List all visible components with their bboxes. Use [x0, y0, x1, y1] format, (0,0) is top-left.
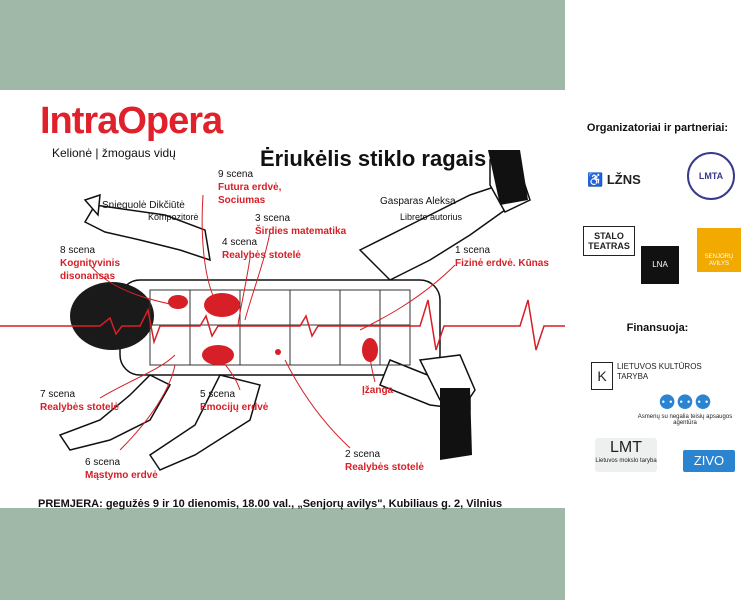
opera-title: Ėriukėlis stiklo ragais [260, 146, 487, 171]
scene-label [222, 236, 332, 262]
scene-name: Mąstymo erdvė [85, 470, 158, 481]
scene-number: 7 scena [40, 389, 76, 400]
lmt-logo: LMT Lietuvos mokslo taryba [595, 438, 657, 472]
scene-number: 5 scena [200, 389, 236, 400]
scene-name: Emocijų erdvė [200, 402, 269, 413]
composer-name: Snieguolė Dikčiūtė [102, 200, 185, 211]
scene-number: 2 scena [345, 449, 381, 460]
scene-label [255, 212, 385, 238]
scene-number: 1 scena [455, 245, 491, 256]
funders-heading: Finansuoja: [626, 322, 689, 334]
scene-name: Kognityvinis disonansas [60, 258, 121, 282]
scene-number: Įžanga [362, 385, 394, 396]
senjoru-avilys-logo: SENJORŲ AVILYS [697, 228, 741, 272]
scene-label [40, 388, 140, 414]
organizers-heading: Organizatoriai ir partneriai: [586, 122, 729, 134]
lna-logo: LNA [641, 246, 679, 284]
lzns-logo: ♿ LŽNS [587, 172, 641, 187]
scene-name: Realybės stotelė [40, 402, 119, 413]
poster-title: IntraOpera [40, 100, 223, 142]
librettist-role: Libreto autorius [400, 212, 463, 222]
zivo-logo: ZIVO [683, 450, 735, 472]
librettist-name: Gasparas Aleksa [380, 196, 456, 207]
ltkt-logo: K LIETUVOS KULTŪROS TARYBA [591, 362, 711, 390]
scene-number: 9 scena [218, 169, 254, 180]
scene-number: 3 scena [255, 213, 291, 224]
scene-label [85, 456, 185, 482]
scene-number: 6 scena [85, 457, 121, 468]
scene-label [60, 244, 160, 283]
partners-sidebar [565, 0, 750, 600]
composer-role: Kompozitorė [148, 212, 199, 222]
scene-name: Realybės stotelė [222, 250, 301, 261]
scene-label [362, 384, 422, 397]
scene-number: 4 scena [222, 237, 258, 248]
stalo-teatras-logo: STALO TEATRAS [583, 226, 635, 256]
poster-subtitle: Kelionė | žmogaus vidų [52, 146, 176, 160]
scene-name: Futura erdvė, Sociumas [218, 182, 282, 206]
scene-name: Širdies matematika [255, 226, 347, 237]
premiere-info: PREMJERA: gegužės 9 ir 10 dienomis, 18.00 val., „Senjorų avilys", Kubiliaus g. 2, Vilnius [38, 498, 503, 510]
scene-label [218, 168, 328, 207]
scene-label [455, 244, 555, 270]
lmta-logo: LMTA [687, 152, 735, 200]
scene-name: Fizinė erdvė. Kūnas [455, 258, 549, 269]
scene-number: 8 scena [60, 245, 96, 256]
agency-logo: ⚉⚉⚉ Asmenų su negalia teisių apsaugos agentūra [637, 392, 733, 426]
scene-name: Realybės stotelė [345, 462, 424, 473]
scene-label [345, 448, 455, 474]
scene-label [200, 388, 300, 414]
